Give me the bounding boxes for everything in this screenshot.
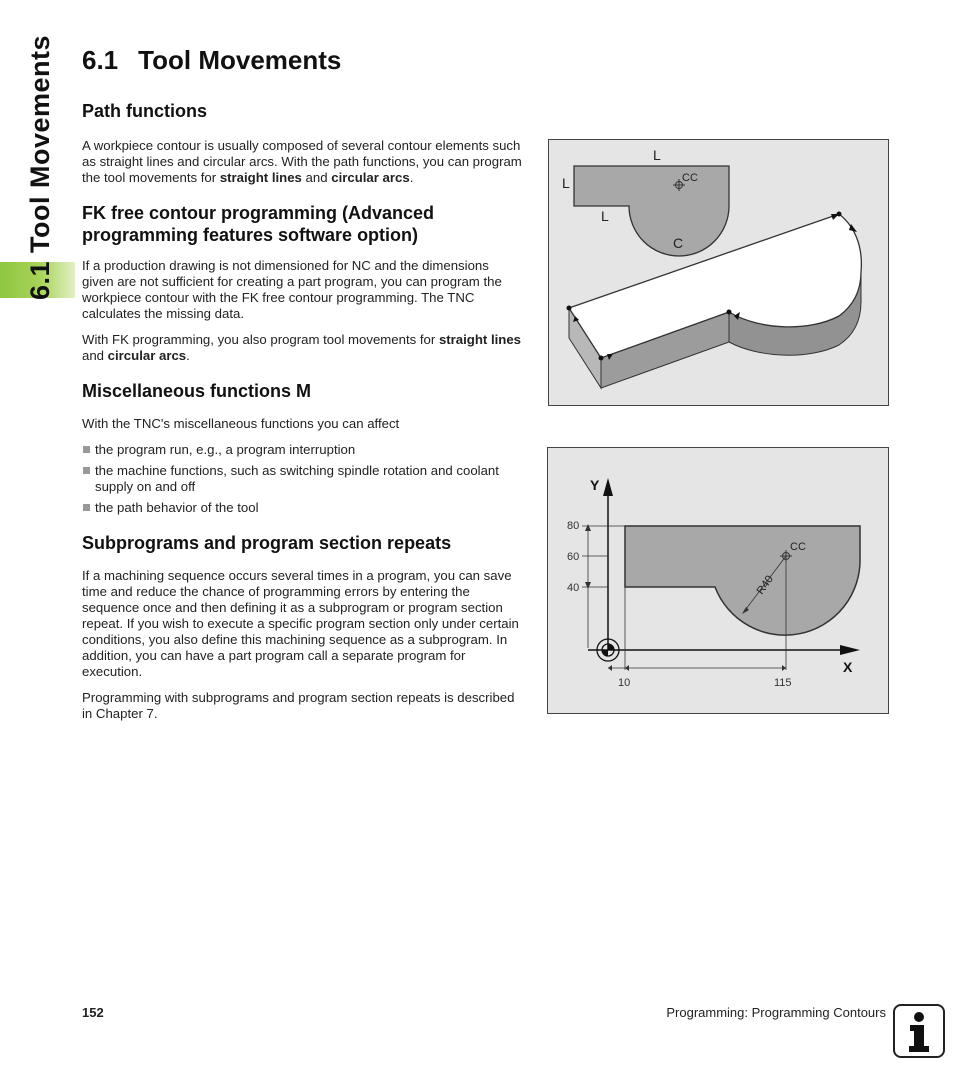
text-run: and (301, 170, 332, 185)
section-fk-programming (82, 202, 524, 364)
paragraph: Programming with subprograms and program section repeats is described in Chapter 7. (82, 690, 515, 721)
label-radius: R40 (754, 573, 777, 597)
section-path-functions (82, 100, 524, 186)
section-title: Miscellaneous functions M (82, 381, 312, 401)
figure-contour-elements-drawing (549, 140, 888, 405)
figure-dimensioned-contour-drawing (548, 448, 888, 713)
page-number: 152 (82, 1005, 104, 1020)
paragraph (82, 332, 524, 364)
text-run: . (409, 170, 414, 185)
page-title (82, 45, 341, 76)
info-icon (893, 1004, 945, 1058)
bold-term: circular arcs (107, 348, 187, 363)
section-title: FK free contour programming (Advanced programming features software option) (82, 203, 435, 245)
figure-dimensioned-contour (547, 447, 889, 714)
paragraph (82, 138, 524, 186)
list-item-text: the program run, e.g., a program interruption (95, 442, 356, 457)
bullet-list (82, 442, 524, 516)
label-cc: CC (790, 541, 806, 553)
axis-x-label: X (843, 659, 853, 675)
side-chapter-title: 6.1 Tool Movements (25, 34, 55, 300)
text-run: . (186, 348, 190, 363)
footer-chapter-title: Programming: Programming Contours (666, 1005, 886, 1020)
y-tick-label: 60 (567, 551, 580, 563)
list-item (82, 463, 524, 495)
section-misc-functions (82, 380, 524, 516)
text-run: and (82, 348, 108, 363)
bullet-square-icon (83, 446, 90, 453)
label-c: C (673, 235, 684, 251)
label-cc: CC (682, 172, 698, 184)
list-item (82, 500, 524, 516)
page-title-number: 6.1 (82, 45, 119, 75)
list-item (82, 442, 524, 458)
bold-term: straight lines (219, 170, 302, 185)
label-l-bottom: L (601, 208, 609, 224)
y-tick-label: 40 (567, 582, 580, 594)
paragraph: With the TNC's miscellaneous functions you can affect (82, 416, 400, 431)
list-item-text: the machine functions, such as switching spindle rotation and coolant supply on and off (95, 463, 499, 494)
figure-contour-elements (548, 139, 889, 406)
bullet-square-icon (83, 467, 90, 474)
text-run: With FK programming, you also program tool movements for (82, 332, 439, 347)
list-item-text: the path behavior of the tool (95, 500, 259, 515)
page-title-text: Tool Movements (138, 45, 342, 75)
section-subprograms (82, 532, 524, 722)
text-run: A workpiece contour is usually composed of several contour elements such as straight lines and circular arcs. With the path functions, you can program the tool movements for (82, 138, 522, 185)
label-l-top: L (653, 147, 661, 163)
paragraph: If a machining sequence occurs several times in a program, you can save time and reduce the chance of programming errors by entering the sequence once and then defining it as a subprogram or program section repeat. If you wish to execute a specific program section only under certain conditions, you also define this machining sequence as a subprogram. In addition, you can have a part program call a separate program for execution. (82, 568, 519, 679)
label-l-left: L (562, 175, 570, 191)
bullet-square-icon (83, 504, 90, 511)
bold-term: circular arcs (331, 170, 410, 185)
main-text-column (82, 100, 524, 736)
section-title: Path functions (82, 101, 207, 121)
y-tick-label: 80 (567, 520, 580, 532)
bold-term: straight lines (438, 332, 522, 347)
axis-y-label: Y (590, 477, 600, 493)
paragraph: If a production drawing is not dimensioned for NC and the dimensions given are not sufficient for creating a part program, you can program the workpiece contour with the FK free contour programming. The TNC calculates the missing data. (82, 258, 502, 321)
x-tick-label: 115 (774, 677, 792, 689)
x-tick-label: 10 (618, 677, 631, 689)
section-title: Subprograms and program section repeats (82, 533, 452, 553)
